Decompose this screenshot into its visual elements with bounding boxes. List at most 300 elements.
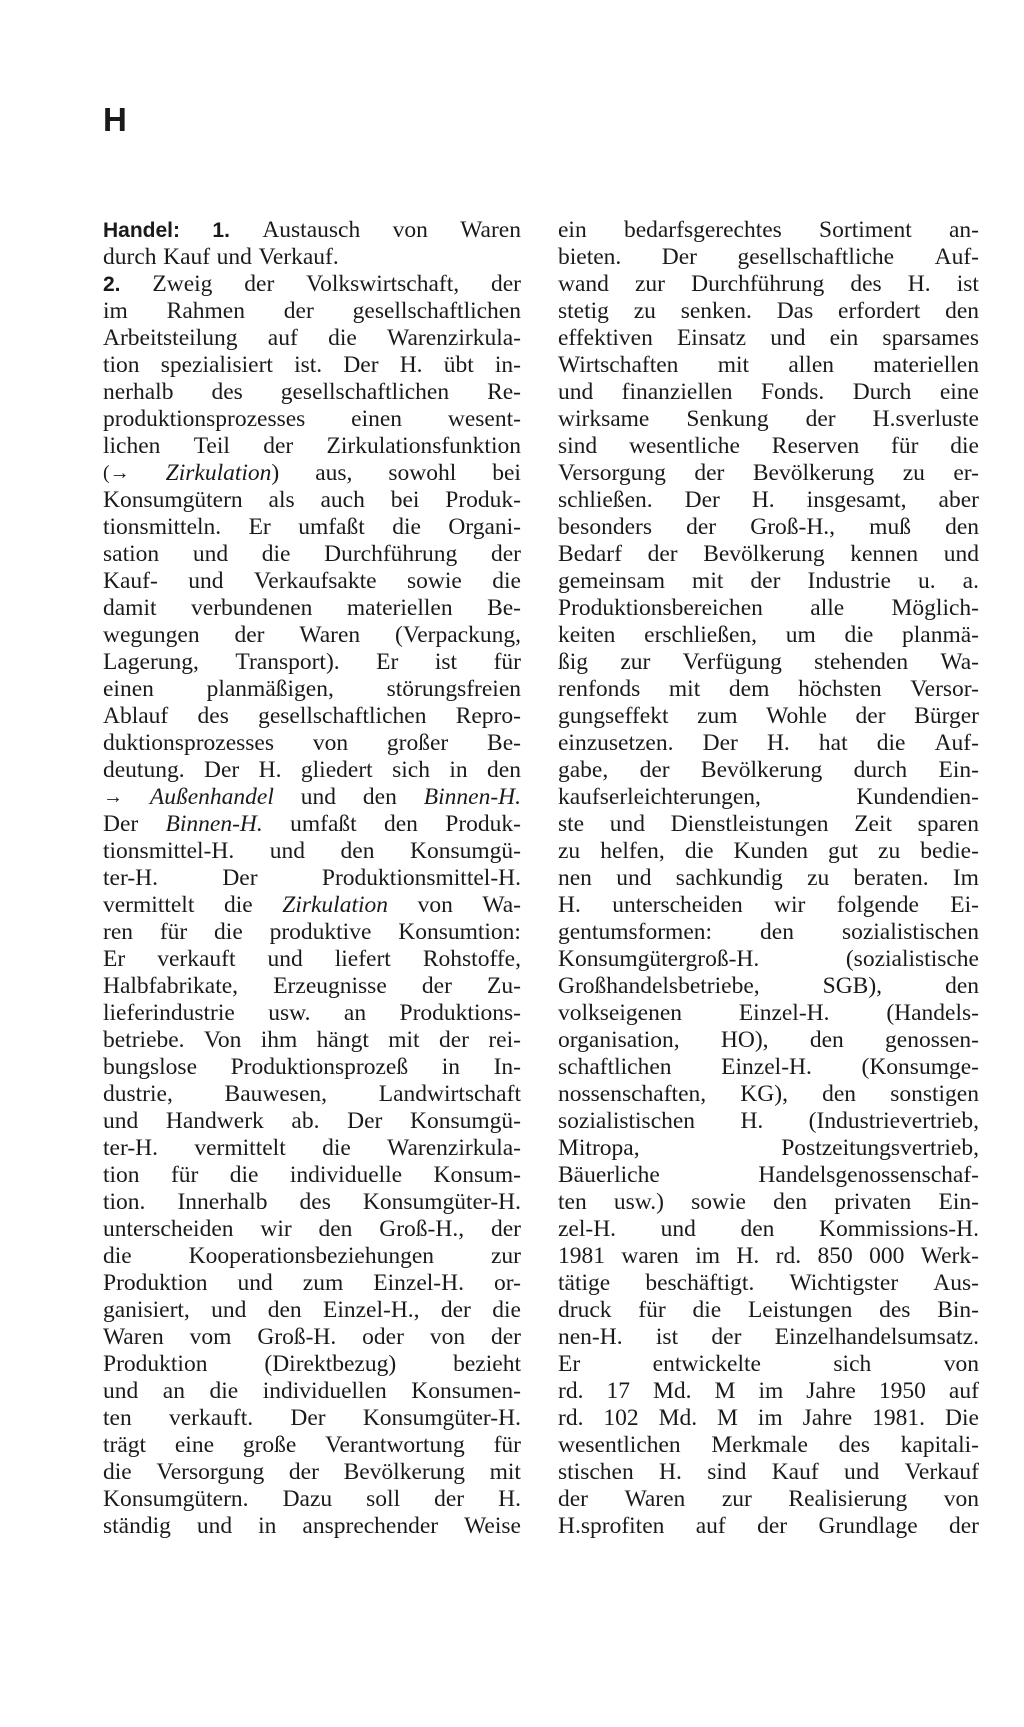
left-text-line [103, 1513, 521, 1540]
right-text-line [558, 973, 979, 1000]
word: betriebe. [103, 1027, 185, 1053]
word: sowie [691, 1189, 746, 1215]
word: umfaßt [290, 811, 357, 837]
word: zur [620, 649, 651, 675]
left-text-line [103, 460, 521, 487]
right-text-line [558, 1513, 979, 1540]
right-text-line [558, 1081, 979, 1108]
word: mit [692, 568, 724, 594]
word: ist. [294, 352, 323, 378]
word: den [318, 1216, 353, 1242]
word: die [692, 1297, 722, 1323]
left-text-line [103, 1027, 521, 1054]
word: Konsumgütern [103, 487, 243, 513]
word: Be- [487, 730, 521, 756]
word: gesellschaftlichen [258, 703, 427, 729]
left-text-line [103, 1459, 521, 1486]
word: der [750, 568, 781, 594]
cross-reference: Binnen-H. [165, 811, 263, 837]
left-text-line [103, 379, 521, 406]
word: zum [302, 1270, 344, 1296]
word: H. [258, 757, 282, 783]
word: Zeit [854, 811, 893, 837]
word: Weise [464, 1513, 521, 1539]
left-column [103, 217, 521, 1540]
word: organisation, [558, 1027, 680, 1053]
word: und [192, 541, 229, 567]
left-text-line [103, 541, 521, 568]
word: Bin- [937, 1297, 979, 1323]
word: schaftlichen [558, 1054, 672, 1080]
word: zu [807, 865, 830, 891]
word: den [945, 973, 979, 999]
word: ein [558, 217, 587, 243]
word: or- [494, 1270, 521, 1296]
word: er- [953, 460, 979, 486]
word: Verantwortung [325, 1432, 465, 1458]
word: rd. [558, 1405, 584, 1431]
word: Merkmale [711, 1432, 808, 1458]
word: zel-H. [558, 1216, 617, 1242]
word: und [237, 1270, 273, 1296]
word: Produktions- [399, 1000, 521, 1026]
word: sich [392, 757, 430, 783]
left-text-line [103, 1297, 521, 1324]
right-column [558, 217, 979, 1540]
word: den [945, 514, 979, 540]
left-text-line [103, 352, 521, 379]
word: des [838, 1432, 870, 1458]
word: Einsatz [676, 325, 747, 351]
right-text-line [558, 1243, 979, 1270]
word: und [103, 1108, 139, 1134]
left-text-line [103, 433, 521, 460]
word: rei- [488, 1027, 521, 1053]
word: Landwirtschaft [378, 1081, 521, 1107]
word: Industrie [807, 568, 891, 594]
word: den [773, 1189, 808, 1215]
word: Durchführung [324, 541, 458, 567]
word: Handwerk [165, 1108, 264, 1134]
word: Er [376, 649, 399, 675]
right-text-line [558, 811, 979, 838]
left-text-line [103, 595, 521, 622]
left-text-line [103, 217, 521, 244]
left-text-line [103, 865, 521, 892]
word: vermittelt [194, 1135, 286, 1161]
word: Kundendien- [856, 784, 979, 810]
word: und [943, 541, 979, 567]
right-text-line [558, 1351, 979, 1378]
right-text-line [558, 784, 979, 811]
word: (sozialistische [845, 946, 979, 972]
left-text-line [103, 649, 521, 676]
word: die [322, 1135, 351, 1161]
word: Zu- [487, 973, 521, 999]
left-text-line [103, 1243, 521, 1270]
word: hängt [316, 1027, 369, 1053]
word: auf [695, 1513, 726, 1539]
word: und [660, 1216, 696, 1242]
word: Sortiment [819, 217, 912, 243]
word: stischen [558, 1459, 634, 1485]
word: der [490, 1324, 521, 1350]
word: der [805, 406, 836, 432]
word: wand [558, 271, 609, 297]
word: 1981. [872, 1405, 926, 1431]
word: materiellen [346, 595, 453, 621]
word: wirksame [558, 406, 650, 432]
word: in- [494, 352, 521, 378]
word: Produk- [445, 811, 521, 837]
word: die [103, 1243, 132, 1269]
word: bei [492, 460, 521, 486]
word: Dienstleistungen [670, 811, 829, 837]
word: u. [918, 568, 936, 594]
word: 1981 [558, 1243, 605, 1269]
word: H. [751, 487, 775, 513]
word: bedie- [920, 838, 979, 864]
word: sind [558, 433, 598, 459]
word: Konsumgü- [409, 838, 521, 864]
word: wesentlichen [558, 1432, 681, 1458]
word: ab. [291, 1108, 320, 1134]
left-text-line [103, 757, 521, 784]
word: Der [204, 757, 240, 783]
cross-reference: Binnen-H. [423, 784, 521, 810]
word: des [211, 379, 243, 405]
word: den [822, 1081, 857, 1107]
word: störungsfreien [386, 676, 521, 702]
word: lieferindustrie [103, 1000, 235, 1026]
word: den [487, 757, 521, 783]
word: bei [390, 487, 420, 513]
word: Produktionsmittel-H. [321, 865, 521, 891]
word: Organi- [448, 514, 521, 540]
right-text-line [558, 1432, 979, 1459]
word: Waren [460, 217, 521, 243]
word: gesellschaftlichen [280, 379, 450, 405]
word: wesent- [447, 406, 521, 432]
left-text-line [103, 1486, 521, 1513]
word: die [261, 541, 291, 567]
word: 1950 [878, 1378, 926, 1404]
word: der [647, 541, 678, 567]
left-text-line [103, 1378, 521, 1405]
word: sowie [407, 568, 462, 594]
word: produktive [269, 919, 372, 945]
left-text-line [103, 1216, 521, 1243]
cross-reference: Zirkulation) [165, 460, 280, 486]
word: an [343, 1000, 367, 1026]
word: Groß-H. [257, 1324, 337, 1350]
word: für [493, 649, 521, 675]
word: bezieht [453, 1351, 521, 1377]
word: Senkung [686, 406, 769, 432]
word: duktionsprozesses [103, 730, 275, 756]
word: der [490, 541, 521, 567]
left-text-line [103, 1189, 521, 1216]
left-text-line [103, 298, 521, 325]
left-text-line [103, 1351, 521, 1378]
word: übt [443, 352, 474, 378]
left-text-line [103, 784, 521, 811]
word: gabe, [558, 757, 609, 783]
word: gesellschaftliche [737, 244, 895, 270]
right-text-line [558, 946, 979, 973]
word: mit [388, 1027, 420, 1053]
word: von [417, 892, 453, 918]
word: von [429, 1324, 466, 1350]
word: im [695, 1243, 721, 1269]
right-text-line [558, 271, 979, 298]
left-text-line [103, 811, 521, 838]
word: 102 [603, 1405, 639, 1431]
word: bedarfsgerechtes [623, 217, 782, 243]
word: aber [938, 487, 979, 513]
right-text-line [558, 379, 979, 406]
word: Groß-H., [750, 514, 836, 540]
word: tätige [558, 1270, 611, 1296]
word: ten [103, 1405, 132, 1431]
word: die [214, 919, 243, 945]
word: des [197, 703, 229, 729]
word: Verkauf. [258, 244, 339, 270]
word: und [770, 325, 806, 351]
word: und [609, 811, 645, 837]
word: wegungen [103, 622, 200, 648]
word: H. [399, 352, 423, 378]
word: schließen. [558, 487, 653, 513]
word: erfordert [838, 298, 921, 324]
word: deutung. [103, 757, 185, 783]
word: soll [366, 1486, 401, 1512]
right-text-line [558, 406, 979, 433]
word: zu [633, 298, 656, 324]
word: H. [766, 730, 790, 756]
word: KG), [740, 1081, 788, 1107]
word: Grundlage [818, 1513, 918, 1539]
word: Konsum- [433, 1162, 521, 1188]
word: HO), [720, 1027, 769, 1053]
word: Der [347, 1108, 383, 1134]
word: der [639, 757, 670, 783]
word: Wa- [940, 649, 979, 675]
word: usw. [268, 1000, 311, 1026]
right-text-line [558, 514, 979, 541]
word: zu [878, 838, 901, 864]
word: höchsten [798, 676, 882, 702]
word: Produk- [445, 487, 521, 513]
word: Teil [193, 433, 230, 459]
word: und [216, 244, 252, 270]
word: an [162, 1378, 185, 1404]
word: ständig [103, 1513, 171, 1539]
word: wir [774, 892, 806, 918]
word: Bevölkerung [700, 757, 823, 783]
word: für [638, 1297, 666, 1323]
word: Der [290, 1405, 326, 1431]
word: Konsumgütern. [103, 1486, 249, 1512]
word: Einzel-H. [721, 1054, 812, 1080]
word: einen [103, 676, 154, 702]
right-text-line [558, 244, 979, 271]
word: allen [788, 352, 834, 378]
arrow-icon: (→ [103, 462, 130, 484]
right-text-line [558, 1324, 979, 1351]
word: Einzel-H., [322, 1297, 420, 1323]
word: ist [956, 271, 979, 297]
word: einen [351, 406, 403, 432]
word: gesellschaftlichen [352, 298, 521, 324]
word: und [300, 784, 337, 810]
word: Md. [652, 1378, 692, 1404]
word: Repro- [455, 703, 521, 729]
left-text-line [103, 1432, 521, 1459]
right-text-line [558, 730, 979, 757]
right-text-line [558, 1405, 979, 1432]
word: bungslose [103, 1054, 197, 1080]
word: stetig [558, 298, 609, 324]
word: druck [558, 1297, 612, 1323]
word: Bürger [914, 703, 979, 729]
word: und [269, 838, 305, 864]
word: Rahmen [166, 298, 245, 324]
word: Versor- [910, 676, 979, 702]
cross-reference: Zirkulation [282, 892, 389, 918]
word: sozialistischen [558, 1108, 696, 1134]
word: a. [962, 568, 979, 594]
word: ihm [260, 1027, 298, 1053]
word: Reserven [771, 433, 860, 459]
word: Waren [299, 622, 361, 648]
word: der [263, 433, 294, 459]
word: Ei- [950, 892, 979, 918]
cross-reference: Außenhandel [149, 784, 274, 810]
word: Durchführung [691, 271, 825, 297]
word: Der [702, 730, 738, 756]
right-text-line [558, 838, 979, 865]
word: Großhandelsbetriebe, [558, 973, 760, 999]
word: Einzelhandelsumsatz. [774, 1324, 979, 1350]
word: von [943, 1351, 979, 1377]
word: auch [320, 487, 365, 513]
word: keiten [558, 622, 616, 648]
word: spezialisiert [160, 352, 273, 378]
word: Erzeugnisse [273, 973, 387, 999]
word: und [616, 865, 652, 891]
word: den [760, 919, 794, 945]
left-text-line [103, 1405, 521, 1432]
word: im [758, 1378, 784, 1404]
left-text-line [103, 703, 521, 730]
word: des [850, 271, 882, 297]
word: Konsumgüter-H. [362, 1405, 521, 1431]
word: Bevölkerung [752, 460, 875, 486]
word: besonders [558, 514, 652, 540]
right-text-line [558, 1459, 979, 1486]
left-text-line [103, 325, 521, 352]
word: Md. [658, 1405, 698, 1431]
word: Verfügung [682, 649, 782, 675]
word: zur [721, 1486, 752, 1512]
headword: Handel: [103, 219, 181, 242]
word: die [492, 1297, 521, 1323]
word: die [328, 325, 357, 351]
word: sation [103, 541, 160, 567]
word: beschäftigt. [645, 1270, 755, 1296]
right-text-line [558, 622, 979, 649]
left-text-line [103, 1081, 521, 1108]
word: von [943, 1486, 979, 1512]
word: Der [661, 244, 698, 270]
word: H. [907, 271, 931, 297]
word: die [223, 892, 253, 918]
word: in [449, 757, 468, 783]
word: den [809, 1027, 844, 1053]
word: In- [493, 1054, 521, 1080]
word: planmä- [902, 622, 979, 648]
word: Wohle [766, 703, 827, 729]
right-text-line [558, 595, 979, 622]
word: Verkaufsakte [253, 568, 377, 594]
word: rd. [775, 1243, 802, 1269]
word: tion [103, 1162, 140, 1188]
word: Dazu [282, 1486, 333, 1512]
word: lichen [103, 433, 161, 459]
word: zu [558, 838, 581, 864]
word: (Verpackung, [395, 622, 521, 648]
word: der [558, 1486, 589, 1512]
word: der [434, 1486, 465, 1512]
word: kaufserleichterungen, [558, 784, 761, 810]
right-text-line [558, 487, 979, 514]
word: durch [853, 757, 908, 783]
word: sparen [917, 811, 979, 837]
word: der [421, 973, 452, 999]
word: der [490, 1216, 521, 1242]
left-text-line [103, 892, 521, 919]
word: sachkundig [675, 865, 783, 891]
word: Möglich- [891, 595, 979, 621]
left-text-line [103, 676, 521, 703]
right-text-line [558, 460, 979, 487]
left-text-line [103, 487, 521, 514]
right-text-line [558, 298, 979, 325]
left-text-line [103, 1324, 521, 1351]
word: Konsumgütergroß-H. [558, 946, 760, 972]
word: (Direktbezug) [264, 1351, 397, 1377]
word: an- [948, 217, 979, 243]
word: liefert [334, 946, 391, 972]
word: der [694, 460, 725, 486]
word: des [299, 1189, 331, 1215]
word: damit [103, 595, 157, 621]
word: finanziellen [621, 379, 733, 405]
word: auf [948, 1378, 979, 1404]
word: trägt [103, 1432, 147, 1458]
word: ter-H. [103, 865, 158, 891]
word: Waren [103, 1324, 164, 1350]
word: ßig [558, 649, 589, 675]
word: beraten. [853, 865, 929, 891]
word: Kunden [733, 838, 808, 864]
word: rd. [558, 1378, 584, 1404]
word: Konsumen- [411, 1378, 521, 1404]
word: Halbfabrikate, [103, 973, 239, 999]
word: Groß-H., [379, 1216, 465, 1242]
word: Warenzirkula- [387, 325, 521, 351]
